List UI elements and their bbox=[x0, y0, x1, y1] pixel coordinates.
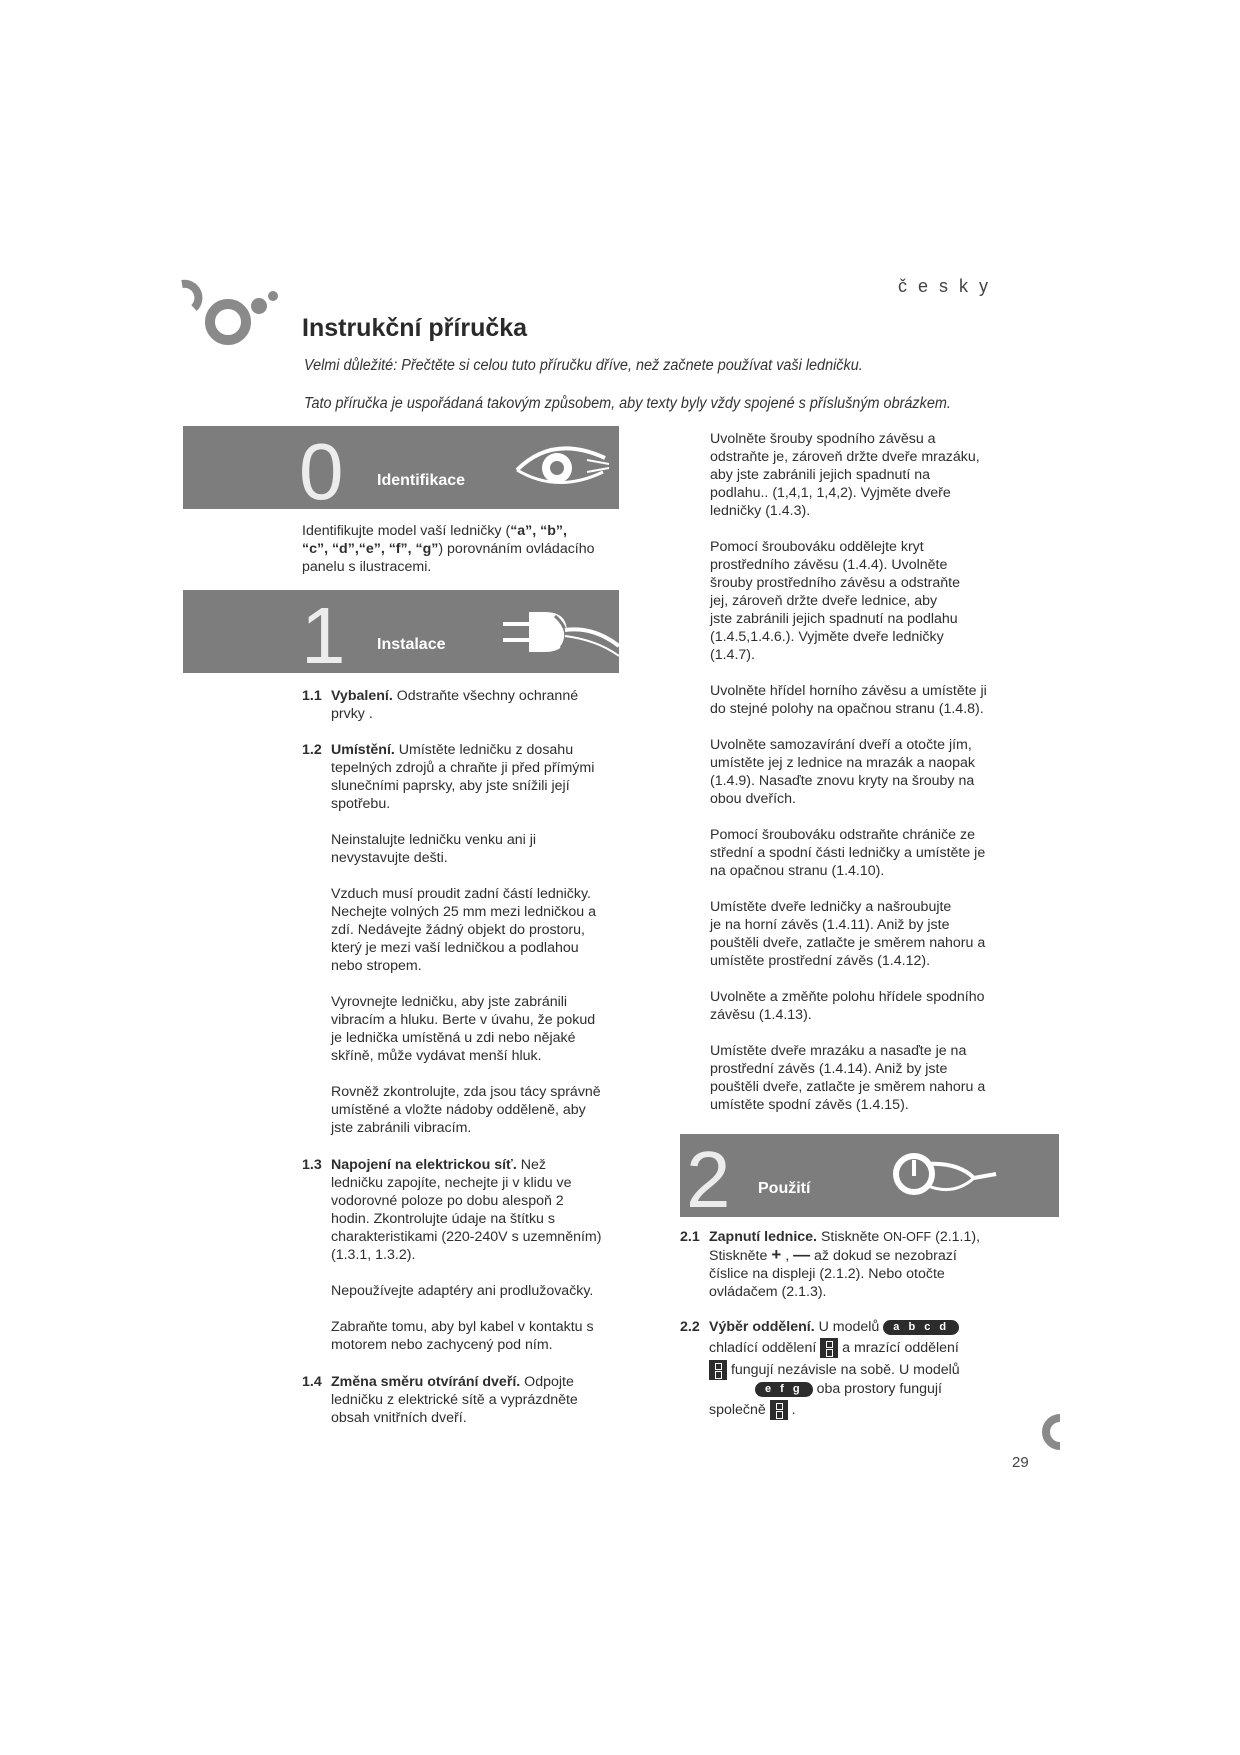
page-number: 29 bbox=[1012, 1454, 1029, 1471]
paragraph: Umístěte dveře ledničky a našroubujte je na horní závěs (1.4.11). Aniž by jste pouštěli dveře, zatlačte je směrem nahoru a umístěte prostřední závěs (1.4.12). bbox=[710, 899, 986, 969]
combined-compartment-icon bbox=[770, 1400, 788, 1420]
paragraph: Uvolněte šrouby spodního závěsu a odstraňte je, zároveň držte dveře mrazáku, aby jste zabránili jejich spadnutí na podlahu.. (1,4,1, 1,4,2). Vyjměte dveře ledničky (1.4.3). bbox=[710, 431, 980, 519]
identification-text: Identifikujte model vaší ledničky (“a”, “b”, “c”, “d”,“e”, “f”, “g”) porovnáním ovládacího panelu s ilustracemi. bbox=[302, 523, 595, 575]
paragraph: Umístěte dveře mrazáku a nasaďte je na prostřední závěs (1.4.14). Aniž by jste pouštěli dveře, zatlačte je směrem nahoru a umístěte spodní závěs (1.4.15). bbox=[710, 1043, 986, 1113]
paragraph: Uvolněte a změňte polohu hřídele spodního závěsu (1.4.13). bbox=[710, 989, 985, 1023]
section-number: 2 bbox=[686, 1135, 731, 1224]
section-label: Identifikace bbox=[377, 472, 466, 489]
plus-icon: + bbox=[771, 1245, 782, 1264]
eye-icon bbox=[513, 438, 613, 494]
model-badge-abcd: a b c d bbox=[883, 1320, 959, 1335]
plug-icon bbox=[493, 596, 619, 668]
section-identification-banner bbox=[183, 426, 619, 516]
language-label: česky bbox=[898, 276, 1000, 296]
section-use-banner bbox=[680, 1134, 1059, 1224]
model-badge-efg: e f g bbox=[755, 1382, 813, 1397]
fridge-compartment-icon bbox=[820, 1338, 838, 1358]
door-reversal-steps bbox=[710, 430, 1010, 1114]
power-button-icon bbox=[888, 1142, 998, 1208]
section-number: 1 bbox=[301, 591, 346, 680]
section-installation-banner bbox=[183, 590, 619, 680]
paragraph: Pomocí šroubováku oddělejte kryt prostředního závěsu (1.4.4). Uvolněte šrouby prostředního závěsu a odstraňte jej, zároveň držte dveře lednice, aby jste zabránili jejich spadnutí na podlahu (1.4.5,1.4.6.). Vyjměte dveře ledničky (1.4.7). bbox=[710, 539, 961, 663]
page-title: Instrukční příručka bbox=[302, 314, 528, 342]
brand-logo bbox=[180, 278, 280, 358]
freezer-compartment-icon bbox=[709, 1360, 727, 1380]
section-label: Použití bbox=[758, 1180, 811, 1197]
paragraph: Pomocí šroubováku odstraňte chrániče ze střední a spodní části ledničky a umístěte je na opačnou stranu (1.4.10). bbox=[710, 827, 986, 879]
corner-logo-mark bbox=[1036, 1414, 1060, 1450]
paragraph: Uvolněte samozavírání dveří a otočte jím, umístěte jej z lednice na mrazák a naopak (1.4.9). Nasaďte znovu kryty na šrouby na obou dveřích. bbox=[710, 737, 975, 807]
paragraph: Uvolněte hřídel horního závěsu a umístěte ji do stejné polohy na opačnou stranu (1.4.8). bbox=[710, 683, 987, 717]
intro-structure: Tato příručka je uspořádaná takovým způsobem, aby texty byly vždy spojené s příslušným obrázkem. bbox=[304, 395, 951, 412]
section-number: 0 bbox=[299, 427, 344, 516]
section-label: Instalace bbox=[377, 636, 446, 653]
intro-important: Velmi důležité: Přečtěte si celou tuto příručku dříve, než začnete používat vaši ledničku. bbox=[304, 357, 863, 374]
minus-icon: — bbox=[793, 1245, 811, 1264]
